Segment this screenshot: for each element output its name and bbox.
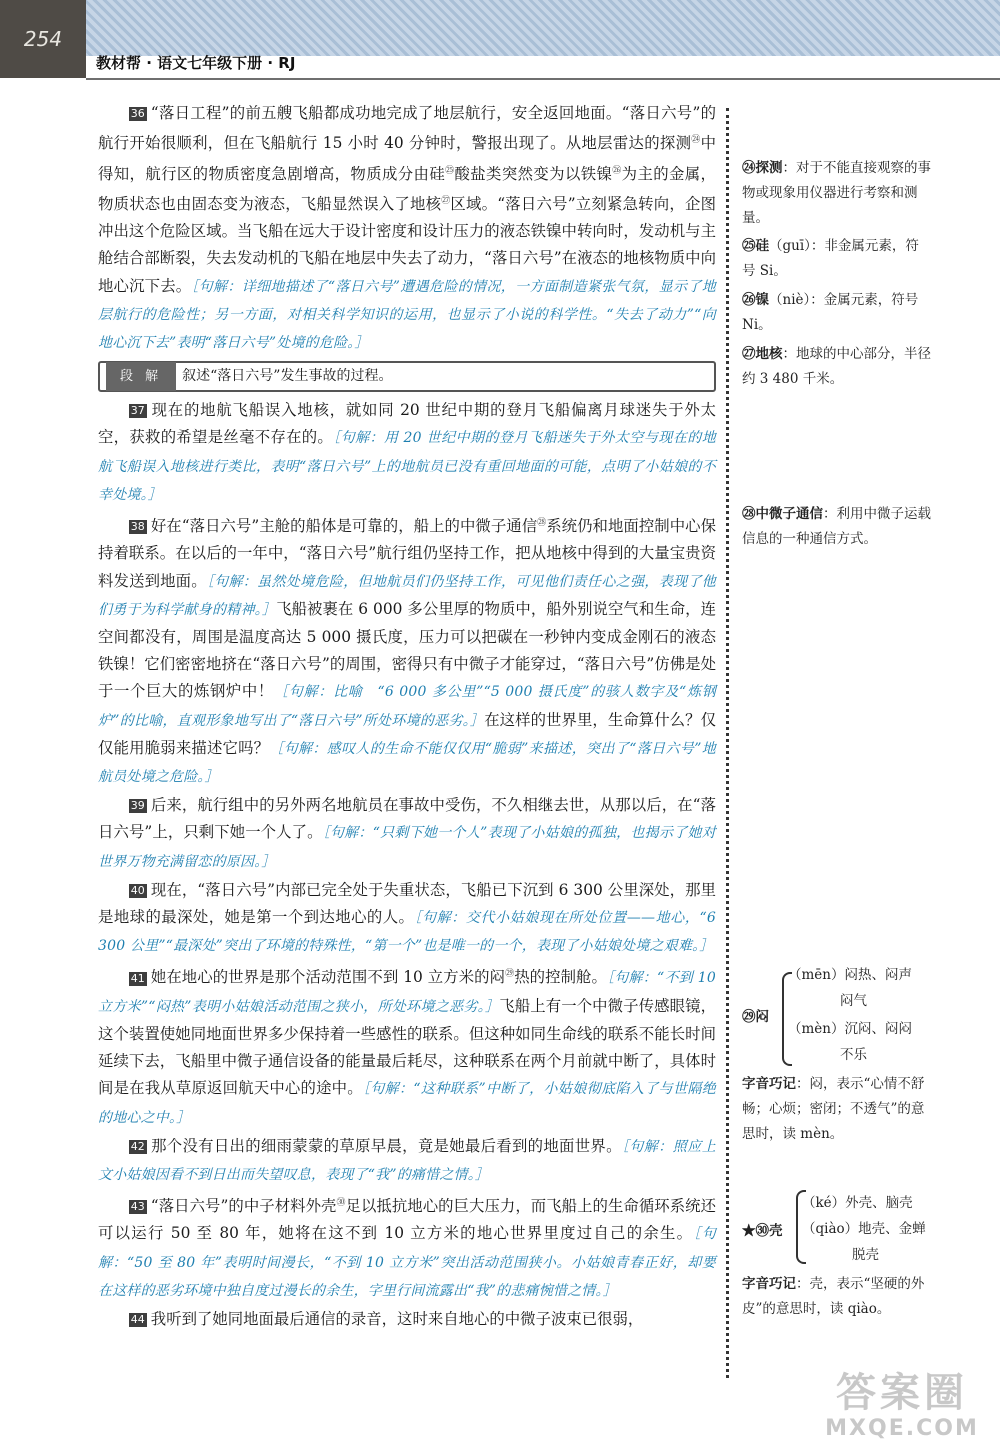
- body-text: 中得知，航行区的物质密度急剧增高，物质成分由硅: [98, 134, 716, 183]
- sentence-annotation: ［句解：用 20 世纪中期的登月飞船迷失于外太空与现在的地航飞船误入地核进行类比，表明“落日六号”上的地航员已没有重回地面的可能，点明了小姑娘的不幸处境。］: [98, 430, 716, 503]
- footnote-marker: ㉗: [441, 195, 451, 206]
- note-text: ：利用中微子运载信息的一种通信方式。: [742, 506, 931, 547]
- page-number: 254: [0, 0, 86, 78]
- note-30-head: ★㉚壳: [742, 1223, 783, 1239]
- tip-text: ：壳，表示“坚硬的外皮”的意思时，读 qiào。: [742, 1276, 925, 1317]
- body-text: 后来，航行组中的另外两名地航员在事故中受伤，不久相继去世，从那以后，在“落日六号”上，只剩下她一个人了。: [98, 796, 716, 842]
- note-29-tip: [742, 1072, 932, 1147]
- paragraph-36: [98, 100, 716, 357]
- reading-2-cont: 不乐: [840, 1047, 867, 1063]
- body-text: “落日工程”的前五艘飞船都成功地完成了地层航行，安全返回地面。“落日六号”的航行开始很顺利，但在飞船航行 15 小时 40 分钟时，警报出现了。从地层雷达的探测: [98, 104, 716, 153]
- main-text: [98, 100, 716, 1334]
- body-text: 好在“落日六号”主舱的船体是可靠的，船上的中微子通信: [150, 517, 538, 536]
- book-title: 教材帮 · 语文七年级下册 · RJ: [96, 54, 296, 72]
- footnote-marker: ㉘: [537, 518, 547, 529]
- body-text: 现在，“落日六号”内部已完全处于失重状态，飞船已下沉到 6 300 公里深处，那里是地球的最深处，她是第一个到达地心的人。: [98, 880, 716, 926]
- header-band: [0, 0, 1000, 56]
- footnote-marker: ㉕: [445, 165, 455, 176]
- paragraph-number: 40: [130, 883, 145, 897]
- body-text: 酸盐类突然变为以铁镍: [454, 164, 613, 183]
- note-text: （guī）：非金属元素，符号 Si。: [742, 238, 919, 279]
- paragraph-number: 37: [130, 404, 145, 418]
- sentence-annotation: ［句解：交代小姑娘现在所处位置——地心，“6 300 公里”“最深处”突出了环境的特殊性，“第一个”也是唯一的一个，表现了小姑娘处境之艰难。］: [98, 909, 716, 955]
- reading-2-cont: 脱壳: [852, 1247, 879, 1263]
- tip-text: ：闷，表示“心情不舒畅；心烦；密闭；不透气”的意思时，读 mèn。: [742, 1076, 925, 1142]
- note-30-tip: [742, 1272, 932, 1322]
- paragraph-number: 41: [130, 971, 145, 985]
- note-28: [742, 502, 932, 552]
- body-text: 飞船被裹在 6 000 多公里厚的物质中，船外别说空气和生命，连空间都没有，周围是温度高达 5 000 摄氏度，压力可以把碳在一秒钟内变成金刚石的液态铁镍！它们密密地挤在“落日六号”的周围，密得只有中微子才能穿过，“落日六号”仿佛是处于一个巨大的炼钢炉中！: [98, 599, 716, 701]
- body-text: 飞船上有一个中微子传感眼镜，这个装置使她同地面世界多少保持着一些感性的联系。但这种如同生命线的联系不能长时间延续下去，飞船里中微子通信设备的能量最后耗尽，这种联系在两个月前就中断了，具体时间是在我从草原返回航天中心的途中。: [98, 996, 716, 1098]
- sentence-annotation: ［句解：详细地描述了“落日六号”遭遇危险的情况，一方面制造紧张气氛，显示了地层航行的危险性；另一方面，对相关科学知识的运用，也显示了小说的科学性。“失去了动力”“向地心沉下去”表明“落日六号”处境的危险。］: [98, 278, 716, 351]
- paragraph-number: 38: [130, 520, 145, 534]
- note-26: [742, 288, 932, 338]
- sentence-annotation: ［句解：比喻 “6 000 多公里”“5 000 摄氏度”的骇人数字及“炼钢炉”的比喻，直观形象地写出了“落日六号”所处环境的恶劣。］: [98, 684, 716, 729]
- note-term: ㉘中微子通信: [742, 506, 823, 522]
- footnote-marker: ㉚: [336, 1198, 346, 1209]
- footnote-marker: ㉙: [505, 969, 515, 980]
- paragraph-41: [98, 961, 716, 1131]
- footnote-marker: ㉖: [612, 165, 622, 176]
- body-text: “落日六号”的中子材料外壳: [150, 1197, 337, 1216]
- note-term: ㉗地核: [742, 346, 783, 362]
- segment-tag: 段 解: [106, 362, 176, 391]
- sentence-annotation: ［句解：虽然处境危险，但地航员们仍坚持工作，可见他们责任心之强，表现了他们勇于为科学献身的精神。］: [98, 573, 716, 618]
- note-text: （niè）：金属元素，符号 Ni。: [742, 292, 919, 333]
- note-term: ㉖镍: [742, 292, 769, 308]
- paragraph-number: 44: [130, 1313, 145, 1327]
- reading-1-cont: 闷气: [840, 993, 867, 1009]
- paragraph-number: 39: [130, 799, 145, 813]
- paragraph-42: [98, 1133, 716, 1189]
- body-text: 那个没有日出的细雨蒙蒙的草原早晨，竟是她最后看到的地面世界。: [150, 1136, 622, 1155]
- paragraph-number: 42: [130, 1139, 145, 1153]
- paragraph-37: [98, 397, 716, 509]
- body-text: 区域。“落日六号”立刻紧急转向，企图冲出这个危险区域。当飞船在远大于设计密度和设计压力的液态铁镍中转向时，发动机与主舱结合部断裂，失去发动机的飞船在地层中失去了动力，“落日六号”在液态的地核物质中向地心沉下去。: [98, 194, 716, 295]
- footnote-marker: ㉔: [691, 135, 701, 146]
- body-text: 她在地心的世界是那个活动范围不到 10 立方米的闷: [150, 968, 506, 987]
- sentence-annotation: ［句解：“只剩下她一个人”表现了小姑娘的孤独，也揭示了她对世界万物充满留恋的原因。］: [98, 825, 716, 870]
- note-term: ㉔探测: [742, 160, 783, 176]
- paragraph-40: [98, 877, 716, 961]
- note-27: [742, 342, 932, 392]
- tip-label: 字音巧记: [742, 1276, 796, 1292]
- reading-2: （qiào）地壳、金蝉: [802, 1221, 926, 1237]
- paragraph-number: 43: [130, 1200, 145, 1214]
- note-25: [742, 234, 932, 284]
- header-rule: [86, 78, 1000, 80]
- body-text: 在这样的世界里，生命算什么？仅仅能用脆弱来描述它吗？: [98, 710, 716, 757]
- watermark: [812, 1370, 992, 1448]
- paragraph-38: [98, 510, 716, 791]
- body-text: 我听到了她同地面最后通信的录音，这时来自地心的中微子波束已很弱，: [150, 1310, 644, 1329]
- paragraph-44: [98, 1306, 716, 1333]
- watermark-url: MXQE.COM: [825, 1416, 979, 1441]
- paragraph-39: [98, 792, 716, 876]
- sentence-annotation: ［句解：感叹人的生命不能仅仅用“脆弱”来描述，突出了“落日六号”地航员处境之危险。］: [98, 740, 716, 785]
- note-text: ：地球的中心部分，半径约 3 480 千米。: [742, 346, 931, 387]
- body-text: 为主的金属，物质状态也由固态变为液态，飞船显然误入了地核: [98, 164, 716, 213]
- note-text: ：对于不能直接观察的事物或现象用仪器进行考察和测量。: [742, 160, 931, 226]
- column-divider: [726, 108, 729, 1378]
- paragraph-43: [98, 1190, 716, 1305]
- reading-1: （ké）外壳、脑壳: [802, 1195, 913, 1211]
- sentence-annotation: ［句解：“不到 10 立方米”“闷热”表明小姑娘活动范围之狭小，所处环境之恶劣。］: [98, 970, 716, 1015]
- note-term: ㉕硅: [742, 238, 769, 254]
- segment-text: 叙述“落日六号”发生事故的过程。: [182, 368, 393, 385]
- body-text: 现在的地航飞船误入地核，就如同 20 世纪中期的登月飞船偏离月球迷失于外太空，获救的希望是丝毫不存在的。: [98, 401, 716, 447]
- body-text: 足以抵抗地心的巨大压力，而飞船上的生命循环系统还可以运行 50 至 80 年，她将在这不到 10 立方米的地心世界里度过自己的余生。: [98, 1197, 716, 1243]
- sentence-annotation: ［句解：照应上文小姑娘因看不到日出而失望叹息，表现了“我”的痛惜之情。］: [98, 1138, 716, 1183]
- reading-2: （mèn）沉闷、闷闷: [788, 1021, 912, 1037]
- watermark-logo: 答案圈: [836, 1370, 968, 1416]
- paragraph-number: 36: [130, 107, 145, 120]
- segment-summary: [98, 361, 716, 392]
- sentence-annotation: ［句解：“50 至 80 年”表明时间漫长，“不到 10 立方米”突出活动范围狭小。小姑娘青春正好，却要在这样的恶劣环境中独自度过漫长的余生，字里行间流露出“我”的悲痛惋惜之情。］: [98, 1226, 716, 1299]
- note-24: [742, 156, 932, 231]
- reading-1: （mēn）闷热、闷声: [788, 967, 912, 983]
- body-text: 系统仍和地面控制中心保持着联系。在以后的一年中，“落日六号”航行组仍坚持工作，把从地核中得到的大量宝贵资料发送到地面。: [98, 517, 716, 590]
- tip-label: 字音巧记: [742, 1076, 796, 1092]
- body-text: 热的控制舱。: [514, 968, 607, 987]
- note-29-head: ㉙闷: [742, 1009, 769, 1025]
- sentence-annotation: ［句解：“这种联系”中断了，小姑娘彻底陷入了与世隔绝的地心之中。］: [98, 1081, 716, 1126]
